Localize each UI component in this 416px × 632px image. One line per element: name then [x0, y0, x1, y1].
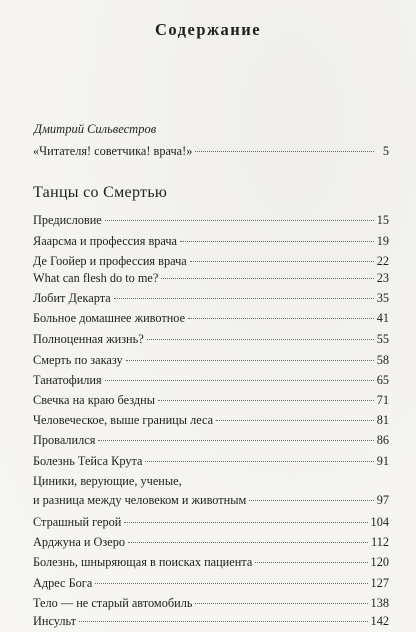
entry-page: 86 [376, 433, 389, 447]
preface-author: Дмитрий Сильвестров [34, 122, 157, 136]
toc-entry [33, 372, 389, 388]
entry-page: 112 [371, 535, 389, 549]
toc-entry [33, 290, 389, 306]
dot-leader [158, 400, 374, 401]
toc-entry [33, 473, 389, 508]
toc-entry [33, 331, 389, 347]
entry-title: Предисловие [33, 213, 102, 227]
entry-title: Полноценная жизнь? [33, 332, 144, 346]
dot-leader [195, 151, 374, 152]
section-title: Танцы со Смертью [33, 184, 168, 201]
dot-leader [147, 339, 374, 340]
entry-title: Инсульт [33, 614, 77, 628]
entry-page: 23 [376, 271, 389, 285]
entry-title: Смерть по заказу [33, 353, 123, 367]
entry-title: Болезнь, шныряющая в поисках пациента [33, 555, 253, 569]
toc-entry [33, 595, 389, 611]
toc-entry [33, 453, 389, 469]
dot-leader [124, 522, 367, 523]
entry-title: Свечка на краю бездны [33, 393, 155, 407]
dot-leader [114, 298, 374, 299]
toc-entry [33, 613, 389, 629]
dot-leader [95, 583, 367, 584]
entry-title: Лобит Декарта [33, 291, 111, 305]
toc-entry [33, 412, 389, 428]
toc-entry [33, 554, 389, 570]
entry-page: 142 [370, 614, 389, 628]
dot-leader [188, 318, 374, 319]
entry-title: Де Гоойер и профессия врача [33, 254, 187, 268]
entry-page: 97 [376, 493, 389, 507]
page-title: Содержание [154, 20, 262, 39]
toc-entry [33, 310, 389, 326]
entry-page: 65 [376, 373, 389, 387]
entry-page: 22 [376, 254, 389, 268]
toc-entry [33, 534, 389, 550]
entry-page: 81 [376, 413, 389, 427]
dot-leader [126, 360, 374, 361]
entry-title: Яаарсма и профессия врача [33, 234, 178, 248]
toc-entry [33, 575, 389, 591]
entry-page: 91 [376, 454, 389, 468]
entry-title: Арджуна и Озеро [33, 535, 126, 549]
entry-title: Страшный герой [33, 515, 122, 529]
entry-title: Человеческое, выше границы леса [33, 413, 214, 427]
dot-leader [98, 440, 373, 441]
entry-page: 5 [382, 144, 389, 158]
dot-leader [105, 380, 374, 381]
dot-leader [161, 278, 373, 279]
dot-leader [79, 621, 368, 622]
toc-entry [33, 270, 389, 286]
entry-title: Больное домашнее животное [33, 311, 186, 325]
dot-leader [255, 562, 367, 563]
entry-page: 58 [376, 353, 389, 367]
entry-title: Тело — не старый автомобиль [33, 596, 193, 610]
entry-page: 19 [376, 234, 389, 248]
entry-page: 138 [370, 596, 389, 610]
entry-title: Болезнь Тейса Крута [33, 454, 143, 468]
entry-page: 104 [370, 515, 389, 529]
entry-page: 120 [370, 555, 389, 569]
entry-page: 127 [370, 576, 389, 590]
entry-title: и разница между человеком и животным [33, 493, 247, 507]
entry-page: 71 [376, 393, 389, 407]
toc-entry [33, 514, 389, 530]
entry-page: 15 [376, 213, 389, 227]
entry-title: «Читателя! советчика! врача!» [33, 144, 193, 158]
entry-title-line1: Циники, верующие, ученые, [33, 474, 182, 488]
toc-entry [33, 253, 389, 269]
dot-leader [249, 500, 373, 501]
entry-title: Танатофилия [33, 373, 102, 387]
dot-leader [180, 241, 374, 242]
entry-title: What can flesh do to me? [33, 271, 159, 285]
entry-title: Провалился [33, 433, 96, 447]
dot-leader [128, 542, 368, 543]
dot-leader [190, 261, 374, 262]
dot-leader [145, 461, 373, 462]
dot-leader [105, 220, 374, 221]
toc-entry [33, 233, 389, 249]
entry-page: 35 [376, 291, 389, 305]
toc-entry [33, 352, 389, 368]
dot-leader [216, 420, 374, 421]
toc-entry [33, 392, 389, 408]
entry-title: Адрес Бога [33, 576, 93, 590]
toc-entry [33, 432, 389, 448]
entry-page: 41 [376, 311, 389, 325]
preface-entry [33, 143, 389, 159]
toc-entry [33, 212, 389, 228]
entry-page: 55 [376, 332, 389, 346]
dot-leader [195, 603, 367, 604]
